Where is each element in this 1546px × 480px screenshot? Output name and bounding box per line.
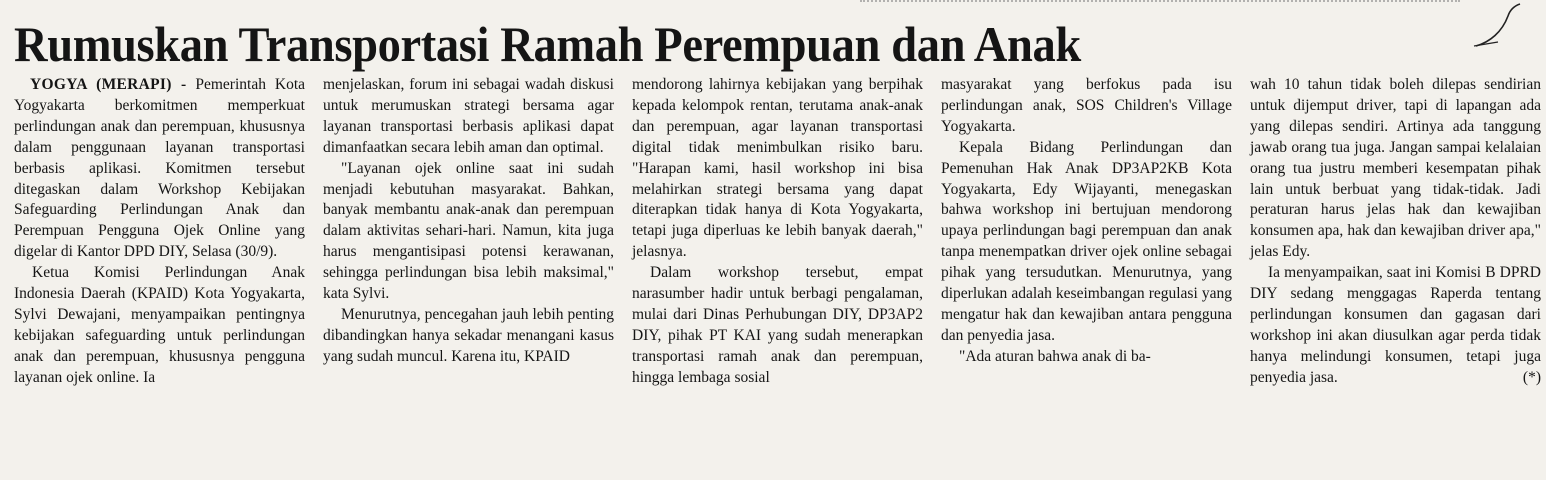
column-3 — [632, 75, 923, 475]
paragraph: menjelaskan, forum ini sebagai wadah diskusi untuk merumuskan strategi bersama agar layanan transportasi berbasis aplikasi dapat dimanfaatkan secara lebih aman dan optimal. — [323, 76, 614, 156]
headline: Rumuskan Transportasi Ramah Perempuan dan Anak — [14, 16, 1081, 72]
paragraph-text: Pemerintah Kota Yogyakarta berkomitmen memperkuat perlindungan anak dan perempuan, khususnya dalam penggunaan layanan transportasi berbasis aplikasi. Komitmen tersebut ditegaskan dalam Workshop Kebijakan Safeguarding Perlindungan Anak dan Perempuan Pengguna Ojek Online yang digelar di Kantor DPD DIY, Selasa (30/9). — [14, 76, 306, 261]
paragraph: Dalam workshop tersebut, empat narasumber hadir untuk berbagi pengalaman, mulai dari Dinas Perhubungan DIY, DP3AP2 DIY, pihak PT KAI yang sudah menerapkan transportasi ramah anak dan perempuan, hingga lembaga sosial — [632, 264, 923, 386]
paragraph-text: Ia menyampaikan, saat ini Komisi B DPRD DIY sedang menggagas Raperda tentang perlindungan konsumen dan gagasan dari workshop ini akan diusulkan agar perda tidak hanya melindungi konsumen, tetapi juga penyedia jasa. — [1250, 264, 1541, 386]
paragraph: "Ada aturan bahwa anak di ba- — [959, 347, 1151, 365]
end-mark: (*) — [1522, 368, 1541, 386]
article-body — [14, 75, 1541, 475]
column-2 — [323, 75, 614, 475]
pen-mark-icon — [1468, 2, 1528, 52]
paragraph: Ketua Komisi Perlindungan Anak Indonesia Daerah (KPAID) Kota Yogyakarta, Sylvi Dewajani, menyampaikan pentingnya kebijakan safeguarding untuk perlindungan anak dan perempuan, khususnya pengguna layanan ojek online. Ia — [14, 264, 305, 386]
paragraph: "Layanan ojek online saat ini sudah menjadi kebutuhan masyarakat. Bahkan, banyak membantu anak-anak dan perempuan dalam aktivitas sehari-hari. Namun, kita juga harus mengantisipasi potensi kerawanan, sehingga perlindungan bisa lebih maksimal," kata Sylvi. — [323, 159, 614, 303]
paragraph: wah 10 tahun tidak boleh dilepas sendirian untuk dijemput driver, tapi di lapangan ada yang dilepas sendiri. Artinya ada tanggung jawab orang tua juga. Jangan sampai kelalaian orang tua justru memberi kesempatan pihak lain untuk berbuat yang tidak-tidak. Jadi peraturan harus jelas hak dan kewajiban konsumen apa, hak dan kewajiban driver apa," jelas Edy. — [1250, 76, 1541, 261]
paragraph — [1250, 263, 1541, 388]
paragraph — [14, 75, 305, 263]
paragraph: Menurutnya, pencegahan jauh lebih penting dibandingkan hanya sekadar menangani kasus yang sudah muncul. Karena itu, KPAID — [323, 305, 614, 365]
column-1 — [14, 75, 305, 475]
paragraph: mendorong lahirnya kebijakan yang berpihak kepada kelompok rentan, terutama anak-anak dan perempuan, agar layanan transportasi digital tidak menimbulkan risiko baru. "Harapan kami, hasil workshop ini bisa melahirkan strategi bersama yang dapat diterapkan tidak hanya di Kota Yogyakarta, tetapi juga diperluas ke lebih banyak daerah," jelasnya. — [632, 76, 923, 261]
top-edge-text-fragment — [860, 0, 1460, 8]
paragraph: masyarakat yang berfokus pada isu perlindungan anak, SOS Children's Village Yogyakarta. — [941, 76, 1232, 135]
dateline: YOGYA (MERAPI) - — [30, 76, 187, 93]
column-4 — [941, 75, 1232, 475]
column-5 — [1250, 75, 1541, 475]
paragraph: Kepala Bidang Perlindungan dan Pemenuhan Hak Anak DP3AP2KB Kota Yogyakarta, Edy Wijayanti, menegaskan bahwa workshop ini bertujuan mendorong upaya perlindungan bagi perempuan dan anak tanpa menempatkan driver ojek online sebagai pihak yang tersudutkan. Menurutnya, yang diperlukan adalah keseimbangan regulasi yang mengatur hak dan kewajiban antara pengguna dan penyedia jasa. — [941, 138, 1232, 344]
